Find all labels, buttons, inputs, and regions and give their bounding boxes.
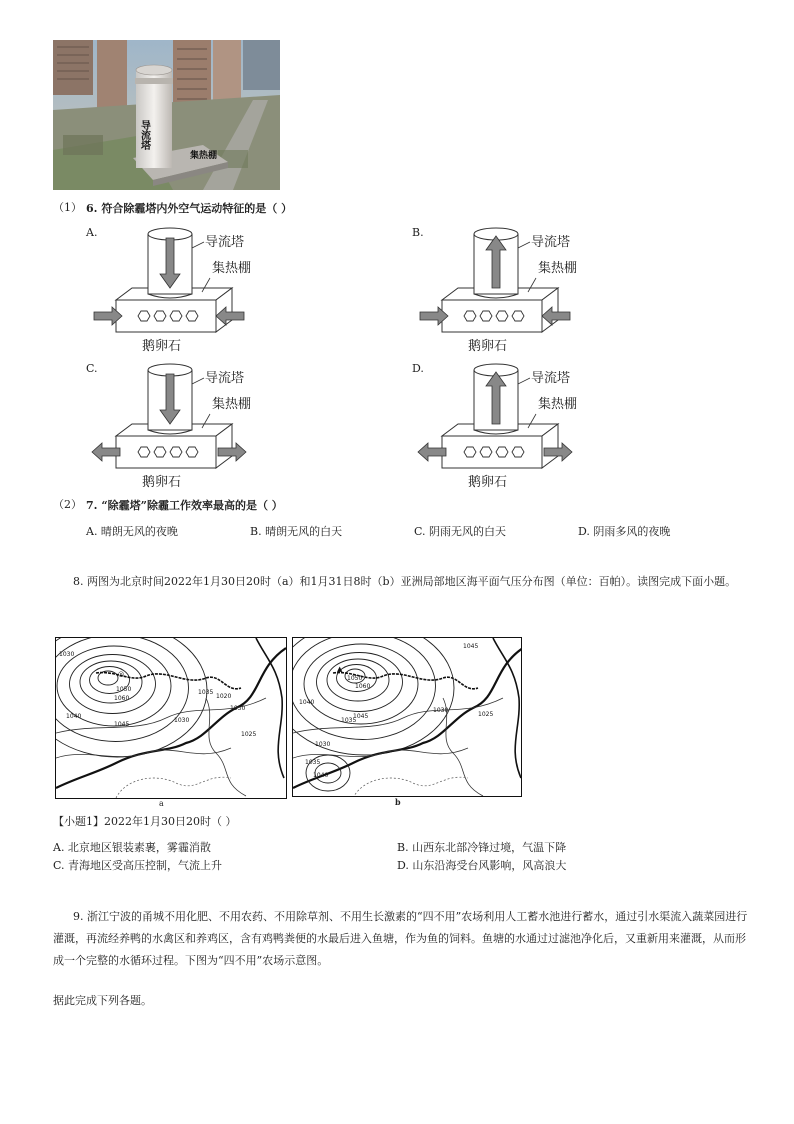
isobar-label: 1030 [230,705,246,712]
isobar-label: 1030 [433,707,449,714]
q8-option-b[interactable]: B. 山西东北部冷锋过境，气温下降 [397,841,567,854]
isobar-label: 1020 [216,693,232,700]
isobar-line [293,698,503,733]
isobar-label: 1025 [241,731,257,738]
air-flow-diagram [412,362,602,490]
option-letter: C. [86,362,98,375]
tower-label: 导流塔 [531,371,571,386]
air-flow-diagram [412,226,602,354]
isobar-line [56,698,266,733]
smog-tower-photo [53,40,280,190]
q9-intro: 9. 浙江宁波的甬城不用化肥、不用农药、不用除草剂、不用生长激素的“四不用”农场利用人工蓄水池进行蓄水，通过引水渠流入蔬菜园进行灌溉，再流经养鸭的水禽区和养鸡区，含有鸡鸭粪便的水最后进入鱼塘，作为鱼的饲料。鱼塘的水通过过滤池净化后，又重新用来灌溉，从而形成一个完整的水循环过程。下图为“四不用”农场示意图。 [53,910,748,967]
stone-label: 鹅卵石 [142,339,182,354]
border-line [56,648,286,788]
q8-intro: 8. 两图为北京时间2022年1月30日20时（a）和1月31日8时（b）亚洲局部地区海平面气压分布图（单位：百帕）。读图完成下面小题。 [73,575,737,588]
q8-option-a[interactable]: A. 北京地区银装素裹，雾霾消散 [53,841,211,854]
option-letter: B. [412,226,424,239]
q8-option-c[interactable]: C. 青海地区受高压控制，气流上升 [53,859,223,872]
isobar-label: 1040 [66,713,82,720]
isobar-label: 1030 [315,741,331,748]
pressure-map-b [292,637,522,797]
shed-label: 集热棚 [538,261,578,276]
q7-option-b[interactable]: B. 晴朗无风的白天 [250,525,343,538]
river-line [353,777,468,796]
isobar-label: 1025 [478,711,494,718]
isobar-label: 1050 [116,686,132,693]
q7-option-d[interactable]: D. 阴雨多风的夜晚 [578,525,671,538]
isobar-label: 1045 [353,713,369,720]
river-line [116,777,231,798]
isobar-label: 1045 [114,721,130,728]
air-flow-diagram [86,362,276,490]
coast-line [493,638,521,778]
tower-label: 导流塔 [531,235,571,250]
shed-label: 集热棚 [190,151,218,161]
q7-option-c[interactable]: C. 阴雨无风的白天 [414,525,507,538]
q6-stem: 6. 符合除霾塔内外空气运动特征的是（ ） [86,202,293,215]
q7-option-a[interactable]: A. 晴朗无风的夜晚 [86,525,178,538]
stone-label: 鹅卵石 [468,475,508,490]
isobar-label: 1050 [347,675,363,682]
high-center-mark: ▲ [337,665,343,673]
stone-label: 鹅卵石 [468,339,508,354]
option-letter: D. [412,362,424,375]
air-flow-diagram [86,226,276,354]
isobar-label: 1060 [355,683,371,690]
shed-label: 集热棚 [538,397,578,412]
q9-follow: 据此完成下列各题。 [53,994,152,1007]
q8-option-d[interactable]: D. 山东沿海受台风影响，风高浪大 [397,859,567,872]
isobar-line [206,698,246,796]
isobar-label: 1045 [463,643,479,650]
isobar-line [443,698,483,796]
isobar-label: 1030 [59,651,75,658]
coast-line [256,638,284,778]
isobar-label: 1040 [299,699,315,706]
map-b-caption: b [395,797,401,807]
isobar-label: 1060 [114,695,130,702]
high-center-mark: ◎ [118,670,125,678]
shed-label: 集热棚 [212,397,252,412]
tower-label: 导流塔 [205,235,245,250]
isobar-line [293,638,454,755]
map-a-caption: a [159,799,164,808]
isobar-label: 1040 [313,772,329,779]
isobar-label: 1035 [305,759,321,766]
tower-label: 导流塔 [138,120,150,150]
border-line [293,648,521,788]
tower-label: 导流塔 [205,371,245,386]
isobar-label: 1035 [341,717,357,724]
q8-sub-stem: 【小题1】2022年1月30日20时（ ） [53,815,237,828]
isobar-label: 1035 [198,689,214,696]
q6-number: （1） [53,201,82,214]
option-letter: A. [86,226,98,239]
shed-label: 集热棚 [212,261,252,276]
isobar-label: 1030 [174,717,190,724]
q7-stem: 7. “除霾塔”除霾工作效率最高的是（ ） [86,499,283,512]
q7-number: （2） [53,498,82,511]
stone-label: 鹅卵石 [142,475,182,490]
pressure-map-a [55,637,287,799]
